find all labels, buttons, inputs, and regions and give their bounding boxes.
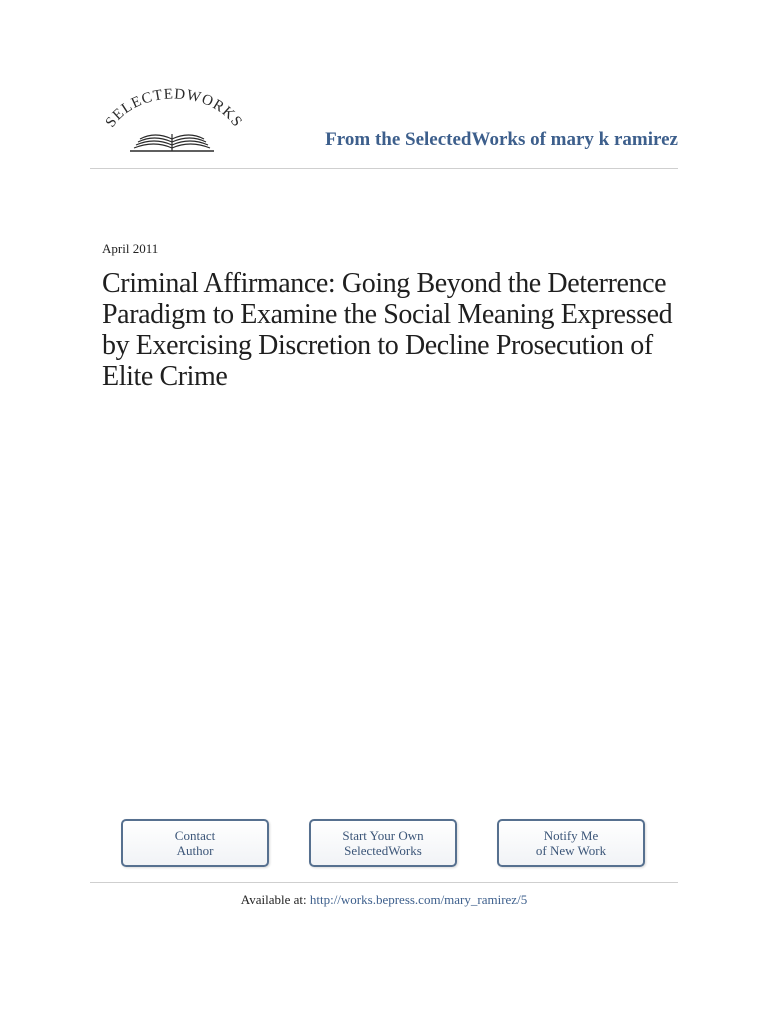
- availability-line: [0, 892, 768, 908]
- button-label-line-1: Start Your Own: [342, 828, 424, 843]
- button-label-line-1: Contact: [174, 828, 216, 843]
- notify-new-work-button[interactable]: [497, 819, 645, 867]
- start-selectedworks-button[interactable]: [309, 819, 457, 867]
- open-book-icon: [130, 134, 214, 151]
- available-label: Available at:: [240, 892, 307, 907]
- button-label-line-1: Notify Me: [543, 828, 599, 843]
- svg-text:SELECTEDWORKS: SELECTEDWORKS: [102, 88, 246, 131]
- header-divider: [90, 168, 678, 169]
- document-url-link[interactable]: http://works.bepress.com/mary_ramirez/5: [309, 892, 528, 907]
- selectedworks-logo[interactable]: [94, 88, 250, 164]
- button-label-line-2: of New Work: [535, 843, 607, 858]
- author-page-link[interactable]: From the SelectedWorks of mary k ramirez: [325, 129, 678, 150]
- publication-date: April 2011: [102, 241, 159, 256]
- button-label-line-2: SelectedWorks: [344, 843, 422, 858]
- contact-author-button[interactable]: [121, 819, 269, 867]
- button-label-line-2: Author: [176, 843, 214, 858]
- footer-divider: [90, 882, 678, 883]
- document-title: Criminal Affirmance: Going Beyond the Deterrence Paradigm to Examine the Social Meaning Expressed by Exercising Discretion to Decline Prosecution of Elite Crime: [102, 268, 673, 392]
- selectedworks-logo-icon: [94, 88, 250, 164]
